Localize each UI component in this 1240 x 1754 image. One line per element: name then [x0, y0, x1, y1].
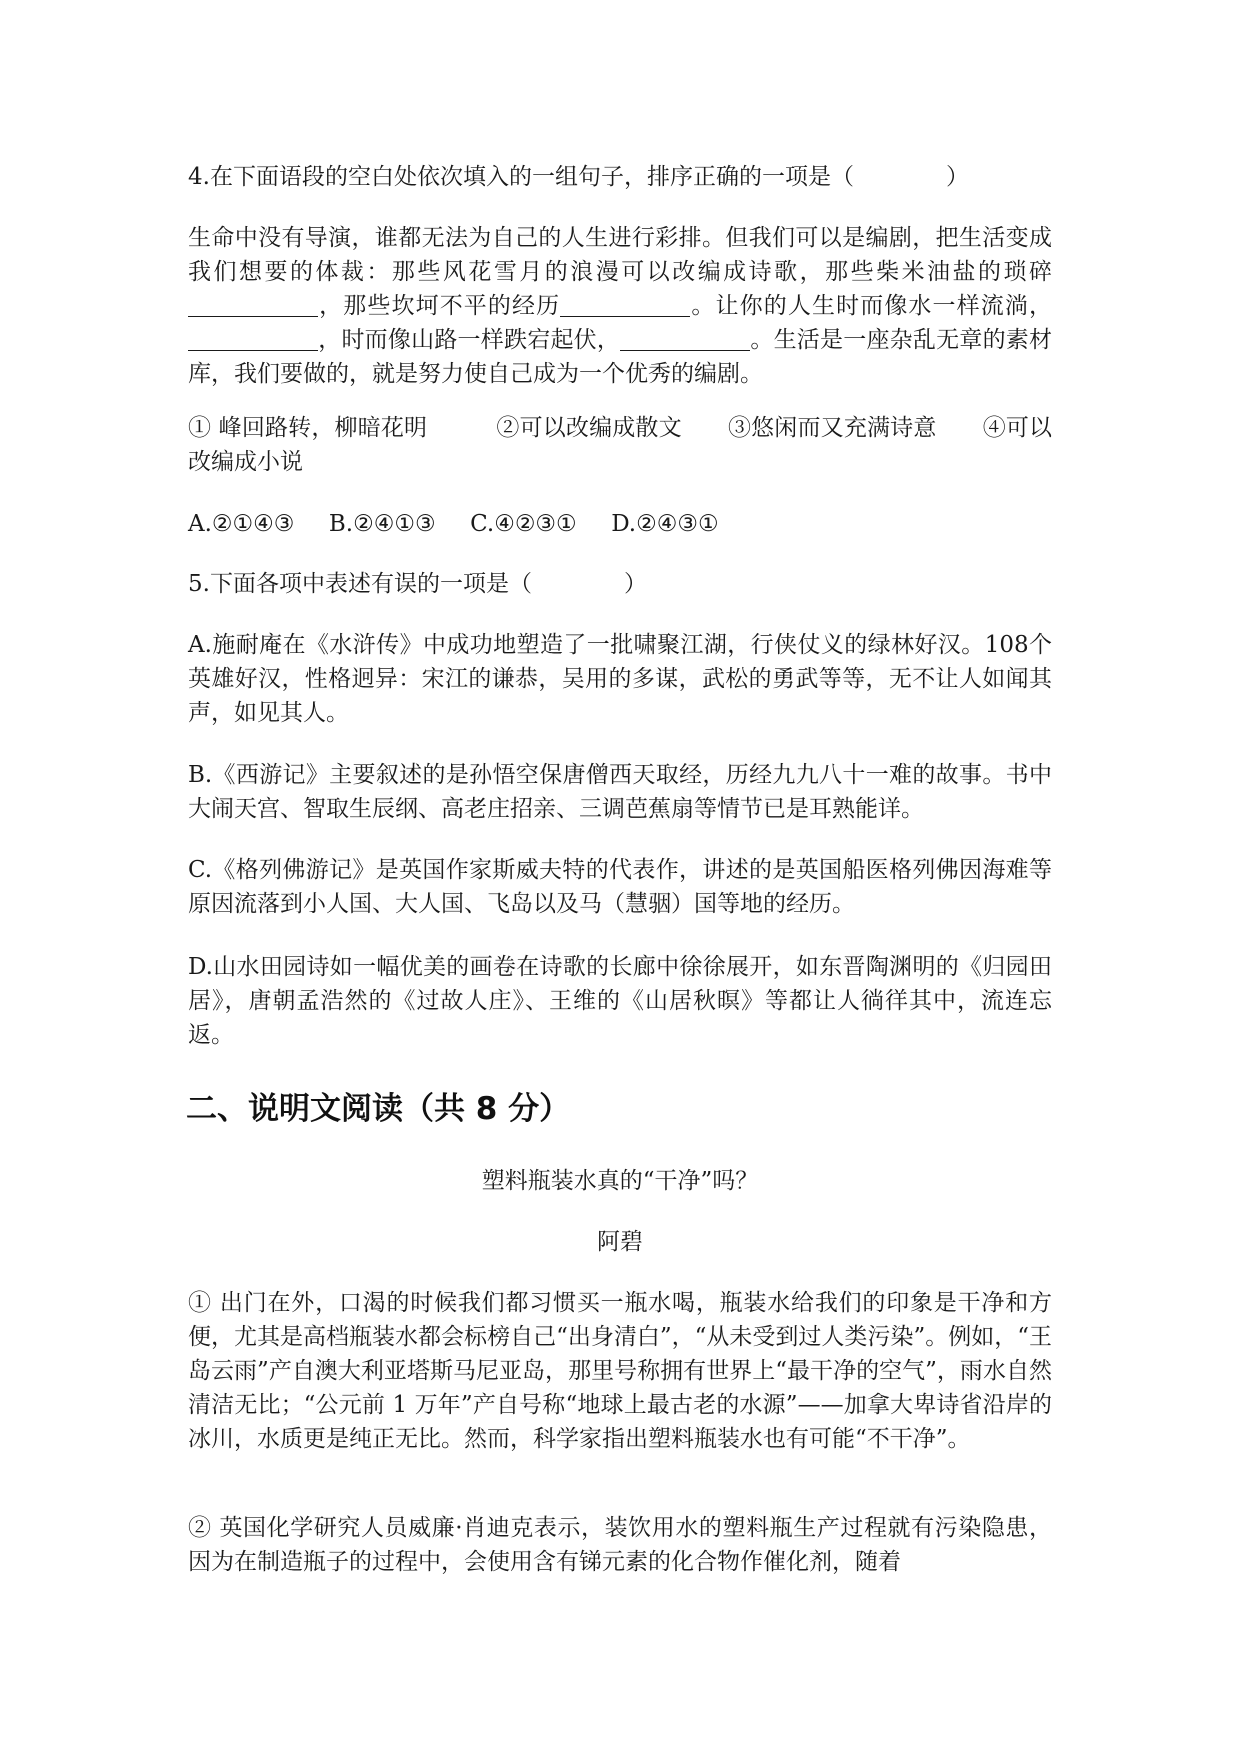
fill-blank-1[interactable] — [188, 290, 318, 317]
sentence-option-3: ③悠闲而又充满诗意 — [727, 415, 937, 441]
article-paragraph-1: ① 出门在外，口渴的时候我们都习惯买一瓶水喝，瓶装水给我们的印象是干净和方便，尤其是高档瓶装水都会标榜自己“出身清白”，“从未受到过人类污染”。例如，“王岛云雨”产自澳大利亚塔斯马尼亚岛，那里号称拥有世界上“最干净的空气”，雨水自然清洁无比；“公元前 1 万年”产自号称“地球上最古老的水源”——加拿大卑诗省沿岸的冰川，水质更是纯正无比。然而，科学家指出塑料瓶装水也有可能“不干净”。 — [188, 1290, 1052, 1452]
passage-text-3: 。让你的人生时而像水一样流淌， — [690, 293, 1053, 319]
section-heading: 二、说明文阅读（共 8 分） — [186, 1091, 571, 1127]
choice-b[interactable]: B.②④①③ — [328, 511, 436, 537]
fill-blank-3[interactable] — [188, 324, 318, 351]
choice-a[interactable]: A.②①④③ — [188, 511, 295, 537]
article-paragraph-2: ② 英国化学研究人员威廉·肖迪克表示，装饮用水的塑料瓶生产过程就有污染隐患，因为在制造瓶子的过程中，会使用含有锑元素的化合物作催化剂，随着 — [188, 1515, 1052, 1575]
question-4-choices — [188, 507, 1052, 541]
passage-text-5: 。生活是一座杂乱无章的素材库，我们要做的，就是努力使自己成为一个优秀的编剧。 — [188, 327, 1053, 387]
passage-text-2: ，那些坎坷不平的经历 — [318, 293, 561, 319]
question-5-option-b: B.《西游记》主要叙述的是孙悟空保唐僧西天取经，历经九九八十一难的故事。书中大闹天宫、智取生辰纲、高老庄招亲、三调芭蕉扇等情节已是耳熟能详。 — [188, 762, 1052, 822]
sentence-option-4: ④可以改编成小说 — [188, 415, 1053, 475]
question-5-option-d: D.山水田园诗如一幅优美的画卷在诗歌的长廊中徐徐展开，如东晋陶渊明的《归园田居》，唐朝孟浩然的《过故人庄》、王维的《山居秋暝》等都让人徜徉其中，流连忘返。 — [188, 954, 1052, 1048]
article-author: 阿碧 — [597, 1229, 643, 1255]
sentence-option-2: ②可以改编成散文 — [496, 415, 682, 441]
passage-text-1: 生命中没有导演，谁都无法为自己的人生进行彩排。但我们可以是编剧，把生活变成我们想要的体裁：那些风花雪月的浪漫可以改编成诗歌，那些柴米油盐的琐碎 — [188, 225, 1052, 285]
question-5-option-a: A.施耐庵在《水浒传》中成功地塑造了一批啸聚江湖，行侠仗义的绿林好汉。108个英雄好汉，性格迥异：宋江的谦恭，吴用的多谋，武松的勇武等等，无不让人如闻其声，如见其人。 — [188, 632, 1052, 726]
question-4-items — [188, 411, 1052, 479]
choice-c[interactable]: C.④②③① — [470, 511, 577, 537]
fill-blank-2[interactable] — [560, 290, 690, 317]
question-4-passage — [188, 221, 1052, 391]
question-5-stem: 5.下面各项中表述有误的一项是（ ） — [188, 571, 647, 597]
question-4-stem: 4.在下面语段的空白处依次填入的一组句子，排序正确的一项是（ ） — [188, 164, 969, 190]
sentence-option-1: ① 峰回路转，柳暗花明 — [188, 415, 428, 441]
passage-text-4: ，时而像山路一样跌宕起伏， — [318, 327, 621, 353]
fill-blank-4[interactable] — [620, 324, 750, 351]
article-title: 塑料瓶装水真的“干净”吗？ — [481, 1168, 759, 1194]
question-5-option-c: C.《格列佛游记》是英国作家斯威夫特的代表作，讲述的是英国船医格列佛因海难等原因流落到小人国、大人国、飞岛以及马（慧骃）国等地的经历。 — [188, 857, 1052, 917]
choice-d[interactable]: D.②④③① — [611, 511, 719, 537]
